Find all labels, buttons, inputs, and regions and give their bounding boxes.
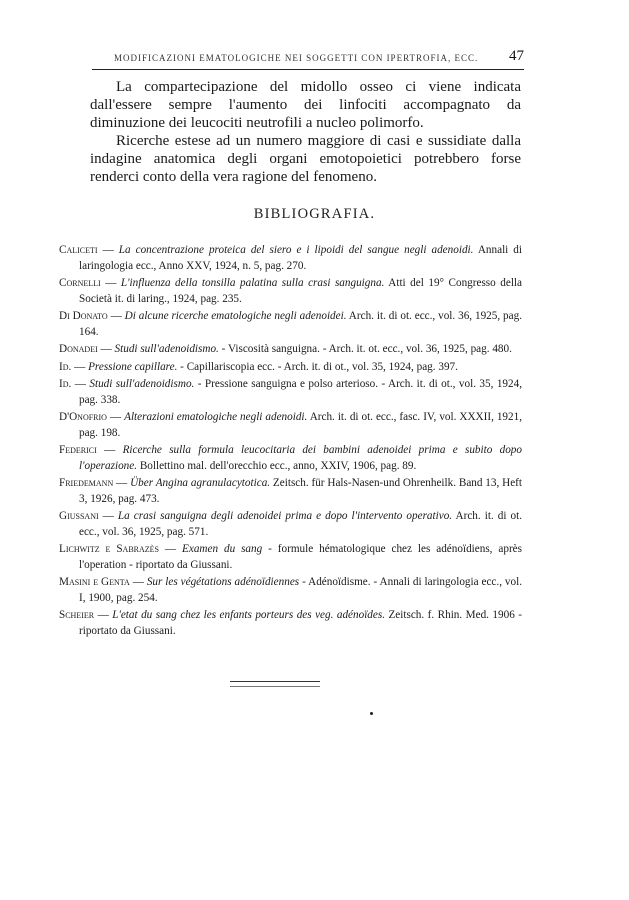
entry-separator: — <box>97 244 119 256</box>
page-header <box>92 50 524 72</box>
entry-separator: — <box>100 277 121 289</box>
entry-title: Studi sull'adenoidismo. <box>89 378 195 390</box>
bibliography-entry <box>59 276 522 307</box>
entry-source: - formule hématologique chez les adénoïdiens, après l'operation - riportato da Giussani. <box>79 543 523 571</box>
bibliography-entry <box>59 342 522 358</box>
entry-title: La crasi sanguigna degli adenoidei prima e dopo l'intervento operativo. <box>117 510 453 522</box>
entry-author: Cornelli <box>59 277 101 289</box>
entry-separator: — <box>71 378 90 390</box>
entry-source: Arch. it. di ot. ecc., vol. 36, 1925, pag. 571. <box>79 510 523 538</box>
entry-separator: — <box>94 609 113 621</box>
entry-source: - Viscosità sanguigna. - Arch. it. ot. ecc., vol. 36, 1925, pag. 480. <box>218 343 512 355</box>
bibliography-entry <box>59 309 522 340</box>
entry-source: Arch. it. di ot. ecc., vol. 36, 1925, pag. 164. <box>79 310 522 338</box>
entry-author: Di Donato <box>59 310 108 322</box>
paragraph: Ricerche estese ad un numero maggiore di casi e sussidiate dalla indagine anatomica degli organi emotopoietici potrebbero forse renderci conto della vera ragione del fenomeno. <box>90 133 521 185</box>
bibliography-entry <box>59 608 522 639</box>
header-rule <box>92 69 524 70</box>
entry-title: Über Angina agranulacytotica. <box>130 477 271 489</box>
entry-author: D'Onofrio <box>59 411 107 423</box>
entry-author: Lichwitz e Sabrazès <box>59 543 159 555</box>
section-title: BIBLIOGRAFIA. <box>253 206 376 222</box>
entry-author: Id. <box>59 360 72 373</box>
entry-author: Federici <box>59 444 97 456</box>
closing-rule <box>230 681 320 682</box>
entry-source: Bollettino mal. dell'orecchio ecc., anno, XXIV, 1906, pag. 89. <box>137 459 417 472</box>
closing-rule-secondary <box>230 686 320 687</box>
entry-separator: — <box>159 543 183 555</box>
entry-title: Di alcune ricerche ematologiche negli adenoidei. <box>124 310 347 322</box>
entry-title: L'influenza della tonsilla palatina sulla crasi sanguigna. <box>120 277 385 289</box>
entry-separator: — <box>106 411 125 423</box>
bibliography-entry <box>59 542 522 573</box>
body-text <box>90 78 521 186</box>
entry-author: Friedemann <box>59 477 114 489</box>
entry-source: Arch. it. di ot. ecc., fasc. IV, vol. XXXII, 1921, pag. 198. <box>79 411 523 439</box>
entry-source: - Pressione sanguigna e polso arterioso. - Arch. it. di ot., vol. 35, 1924, pag. 338. <box>79 378 523 406</box>
entry-title: Sur les végétations adénoïdiennes <box>146 576 300 588</box>
bibliography-entry <box>59 575 522 606</box>
bibliography-entry <box>59 377 522 408</box>
running-head: MODIFICAZIONI EMATOLOGICHE NEI SOGGETTI CON IPERTROFIA, ECC. <box>114 53 479 63</box>
entry-separator: — <box>71 360 89 373</box>
entry-separator: — <box>98 510 118 522</box>
entry-title: Examen du sang <box>182 543 263 555</box>
entry-title: Alterazioni ematologiche negli adenoidi. <box>124 411 308 423</box>
entry-separator: — <box>129 576 147 588</box>
entry-separator: — <box>113 477 131 489</box>
entry-separator: — <box>107 310 125 322</box>
entry-author: Donadei <box>59 343 98 355</box>
entry-author: Caliceti <box>59 244 98 256</box>
bibliography-list <box>59 243 522 641</box>
bibliography-entry <box>59 243 522 274</box>
paragraph: La compartecipazione del midollo osseo ci viene indicata dall'essere sempre l'aumento dei linfociti accompagnato da diminuzione dei leucociti neutrofili a nucleo polimorfo. <box>90 79 521 131</box>
entry-title: Pressione capillare. <box>88 360 178 373</box>
bibliography-entry <box>59 410 522 441</box>
entry-source: - Capillariscopia ecc. - Arch. it. di ot., vol. 35, 1924, pag. 397. <box>177 360 458 373</box>
bibliography-entry <box>59 443 522 474</box>
entry-source: Annali di laringologia ecc., Anno XXV, 1924, n. 5, pag. 270. <box>79 244 522 272</box>
entry-source: Atti del 19° Congresso della Società it. di laring., 1924, pag. 235. <box>79 277 523 305</box>
entry-title: Ricerche sulla formula leucocitaria dei bambini adenoidei prima e subito dopo l'operazione. <box>79 444 522 472</box>
entry-title: La concentrazione proteica del siero e i lipoidi del sangue negli adenoidi. <box>118 244 474 256</box>
entry-separator: — <box>96 444 123 456</box>
page-number: 47 <box>509 48 524 64</box>
entry-author: Scheier <box>59 609 95 621</box>
entry-source: - Adénoïdisme. - Annali di laringologia ecc., vol. I, 1900, pag. 254. <box>79 576 523 604</box>
print-speck <box>370 712 373 715</box>
entry-source: Zeitsch. f. Rhin. Med. 1906 - riportato da Giussani. <box>79 609 522 637</box>
entry-author: Masini e Genta <box>59 576 130 588</box>
entry-title: Studi sull'adenoidismo. <box>114 343 219 355</box>
bibliography-entry <box>59 360 522 376</box>
entry-source: Zeitsch. für Hals-Nasen-und Ohrenheilk. Band 13, Heft 3, 1926, pag. 473. <box>79 477 523 505</box>
bibliography-entry <box>59 476 522 507</box>
bibliography-entry <box>59 509 522 540</box>
entry-author: Id. <box>59 378 72 390</box>
entry-author: Giussani <box>59 510 99 522</box>
entry-separator: — <box>97 343 115 355</box>
entry-title: L'etat du sang chez les enfants porteurs des veg. adénoïdes. <box>112 609 386 621</box>
